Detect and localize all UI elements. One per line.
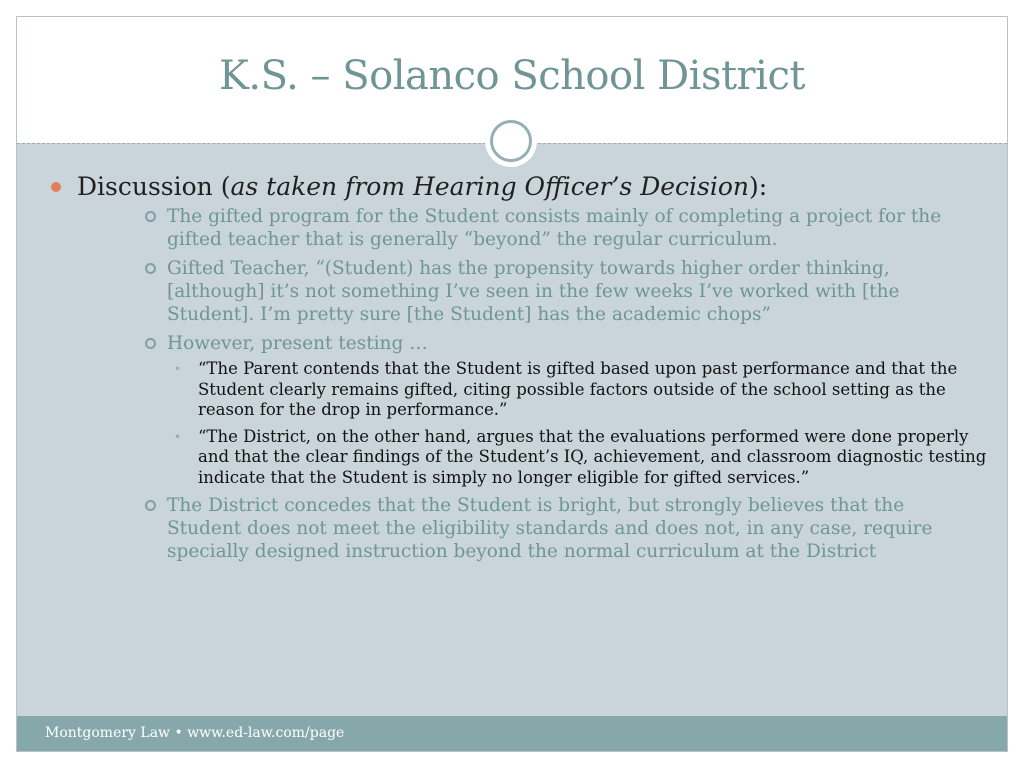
- discussion-heading: [45, 171, 985, 203]
- point-gifted-program: [167, 205, 967, 251]
- circle-ornament-icon: [485, 115, 537, 167]
- subpoint-district: [174, 426, 988, 489]
- point-gifted-teacher: [167, 257, 967, 326]
- orange-bullet-icon: [51, 182, 61, 192]
- point-present-testing: [167, 332, 967, 355]
- point-district-concedes: [167, 494, 967, 563]
- subpoint-text: “The Parent contends that the Student is gifted based upon past performance and that the Student clearly remains gifted, citing possible factors outside of the school setting as the reason for the drop in performance.”: [198, 359, 958, 419]
- ring-bullet-icon: [145, 211, 156, 222]
- point-text: However, present testing …: [167, 333, 428, 354]
- slide-content: [45, 171, 985, 569]
- ring-bullet-icon: [145, 338, 156, 349]
- slide: [16, 16, 1008, 752]
- slide-title: K.S. – Solanco School District: [219, 53, 805, 99]
- ring-bullet-icon: [145, 263, 156, 274]
- heading-label: Discussion (: [77, 172, 231, 201]
- point-text: Gifted Teacher, “(Student) has the propensity towards higher order thinking, [although] it’s not something I’ve seen in the few weeks I’ve worked with [the Student]. I’m pretty sure [the Student] has the academic chops”: [167, 258, 900, 325]
- point-text: The District concedes that the Student is bright, but strongly believes that the Student does not meet the eligibility standards and does not, in any case, require specially designed instruction beyond the normal curriculum at the District: [167, 495, 933, 562]
- small-bullet-icon: •: [174, 362, 182, 376]
- point-text: The gifted program for the Student consists mainly of completing a project for the gifted teacher that is generally “beyond” the regular curriculum.: [167, 206, 942, 250]
- footer-bar: [17, 716, 1007, 751]
- ornament-ring: [490, 120, 532, 162]
- small-bullet-icon: •: [174, 429, 182, 444]
- ring-bullet-icon: [145, 500, 156, 511]
- heading-suffix: ):: [749, 172, 768, 201]
- subpoint-text: “The District, on the other hand, argues that the evaluations performed were done properly and that the clear findings of the Student’s IQ, achievement, and classroom diagnostic testing indicate that the Student is simply no longer eligible for gifted services.”: [198, 426, 987, 487]
- footer-text: Montgomery Law • www.ed-law.com/page: [45, 725, 345, 741]
- subpoint-parent: [174, 359, 988, 421]
- heading-italic: as taken from Hearing Officer’s Decision: [230, 172, 750, 201]
